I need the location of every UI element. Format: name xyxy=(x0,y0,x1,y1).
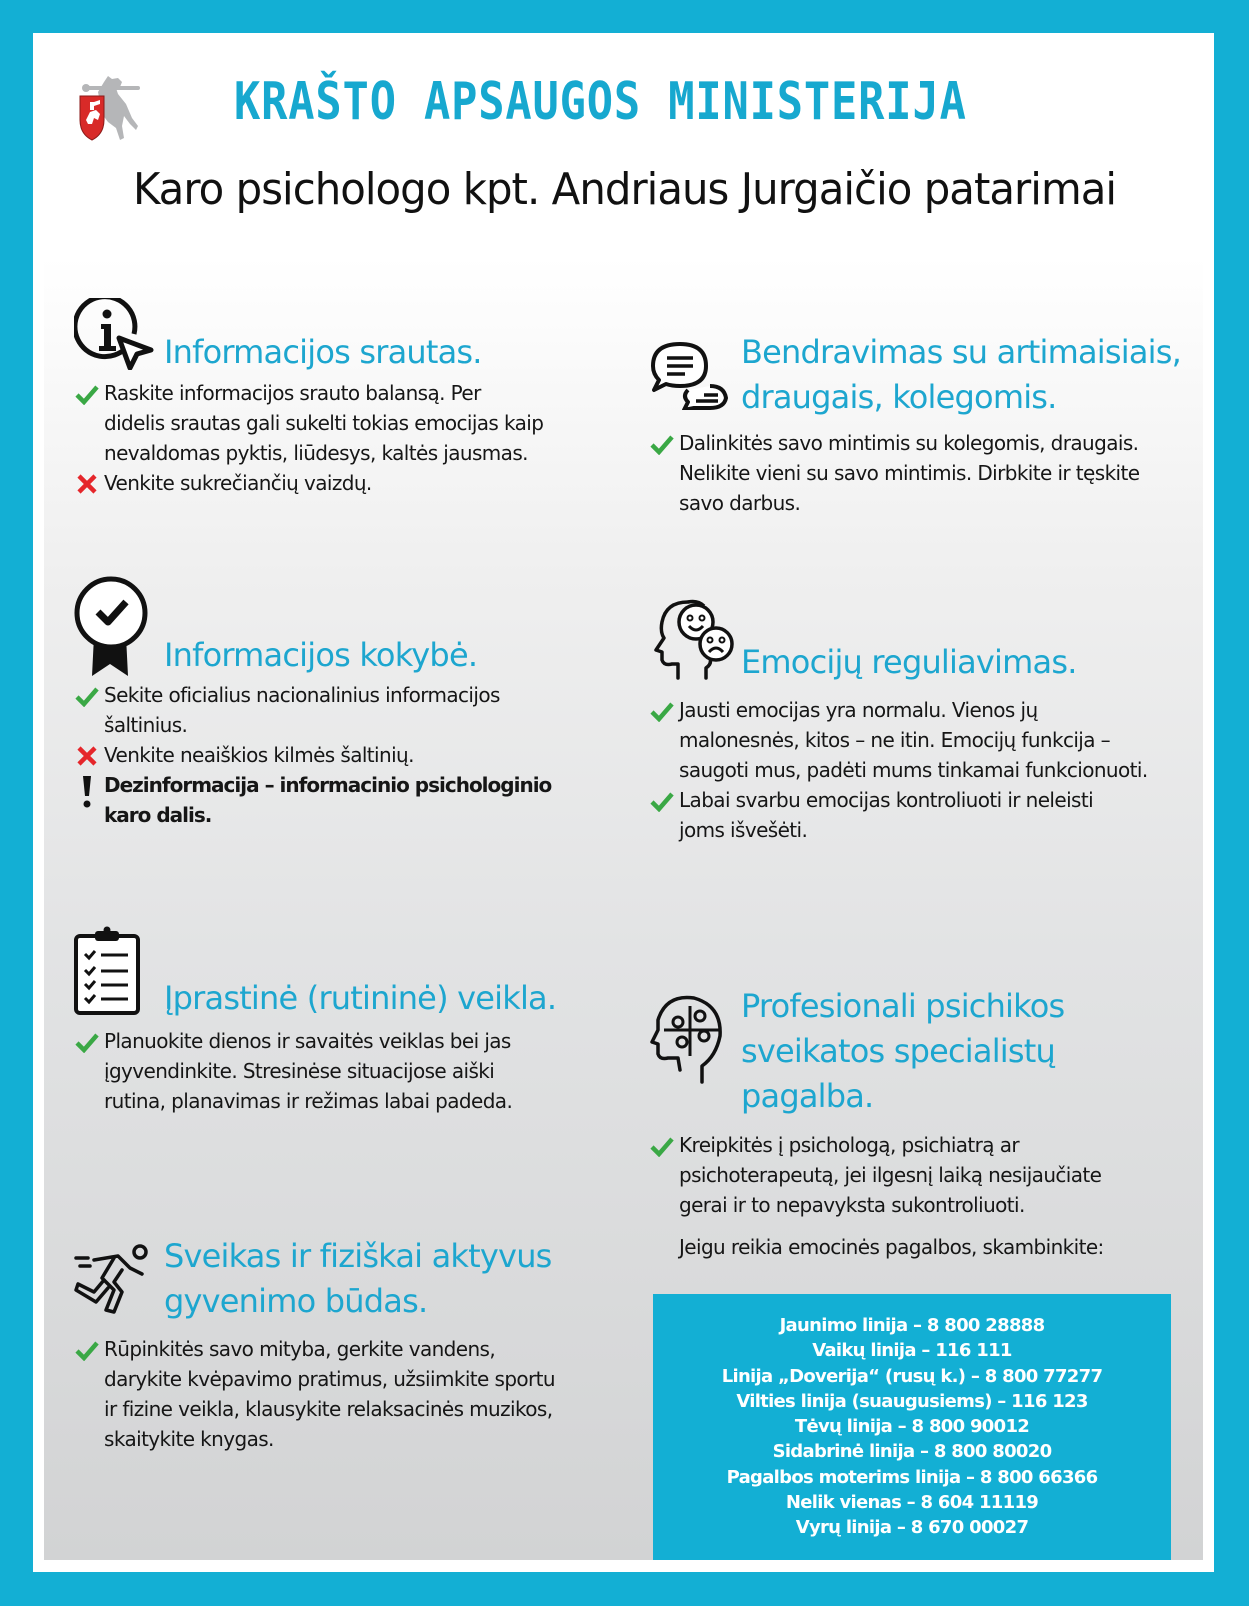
check-icon xyxy=(75,685,99,707)
ministry-emblem-logo xyxy=(78,74,148,142)
page-subtitle: Karo psichologo kpt. Andriaus Jurgaičio patarimai xyxy=(132,164,1117,215)
section-title: Įprastinė (rutininė) veikla. xyxy=(164,979,557,1017)
check-icon xyxy=(75,383,99,405)
hotline-item: Vyrų linija – 8 670 00027 xyxy=(795,1517,1029,1539)
check-icon xyxy=(75,1339,99,1361)
section-title: Sveikas ir fiziškai aktyvus gyvenimo būdas. xyxy=(164,1237,552,1320)
call-prompt: Jeigu reikia emocinės pagalbos, skambinkite: xyxy=(679,1235,1104,1259)
info-cursor-icon xyxy=(74,298,154,370)
list-item: Rūpinkitės savo mityba, gerkite vandens, darykite kvėpavimo pratimus, užsiimkite sportu ir fizine veikla, klausykite relaksacinės muzikos, skaitykite knygas. xyxy=(75,1334,615,1454)
exclamation-icon xyxy=(75,774,99,810)
hotline-list xyxy=(653,1313,1171,1541)
hotline-item: Pagalbos moterims linija – 8 800 66366 xyxy=(726,1466,1098,1488)
cross-icon xyxy=(75,473,99,495)
check-icon xyxy=(75,1031,99,1053)
hotline-item: Jaunimo linija – 8 800 28888 xyxy=(779,1315,1045,1336)
list-item: Labai svarbu emocijas kontroliuoti ir neleisti joms išvešėti. xyxy=(650,785,1190,845)
list-item: Kreipkitės į psichologą, psichiatrą ar psichoterapeutą, jei ilgesnį laiką nesijaučiate gerai ir to nepavyksta sukontroliuoti. xyxy=(650,1130,1190,1220)
list-item: Jausti emocijas yra normalu. Vienos jų malonesnės, kitos – ne itin. Emocijų funkcija – saugoti mus, padėti mums tinkamai funkcionuoti. xyxy=(650,695,1190,785)
clipboard-checklist-icon xyxy=(73,926,141,1016)
chat-bubbles-icon xyxy=(650,340,732,410)
list-item: Planuokite dienos ir savaitės veiklas bei jas įgyvendinkite. Stresinėse situacijose aiški rutina, planavimas ir režimas labai padeda. xyxy=(75,1026,615,1116)
ministry-name: KRAŠTO APSAUGOS MINISTERIJA xyxy=(234,72,967,132)
check-icon xyxy=(650,700,674,722)
section-title: Informacijos srautas. xyxy=(164,333,482,371)
list-item: Venkite neaiškios kilmės šaltinių. xyxy=(75,740,615,770)
hotline-item: Sidabrinė linija – 8 800 80020 xyxy=(772,1441,1052,1463)
head-puzzle-icon xyxy=(650,992,726,1084)
hotline-box xyxy=(653,1294,1171,1560)
check-icon xyxy=(650,433,674,455)
hotline-item: Tėvų linija – 8 800 90012 xyxy=(794,1416,1030,1438)
section-title: Informacijos kokybė. xyxy=(164,636,478,674)
list-item: Dalinkitės savo mintimis su kolegomis, draugais. Nelikite vieni su savo mintimis. Dirbkite ir tęskite savo darbus. xyxy=(650,428,1190,518)
section-title: Profesionali psichikos sveikatos specialistų pagalba. xyxy=(741,987,1065,1115)
hotline-item: Linija „Doverija“ (rusų k.) – 8 800 77277 xyxy=(721,1365,1103,1387)
hotline-item: Vilties linija (suaugusiems) – 116 123 xyxy=(736,1390,1088,1412)
head-emotions-icon xyxy=(652,598,738,680)
list-item: Raskite informacijos srauto balansą. Per didelis srautas gali sukelti tokias emocijas kaip nevaldomas pyktis, liūdesys, kaltės jausmas. xyxy=(75,378,615,468)
check-icon xyxy=(650,790,674,812)
section-title: Emocijų reguliavimas. xyxy=(741,643,1077,681)
hotline-item: Nelik vienas – 8 604 11119 xyxy=(785,1492,1039,1514)
cross-icon xyxy=(75,745,99,767)
section-title: Bendravimas su artimaisiais, draugais, kolegomis. xyxy=(741,333,1181,416)
list-item: Sekite oficialius nacionalinius informacijos šaltinius. xyxy=(75,680,615,740)
check-icon xyxy=(650,1135,674,1157)
award-badge-icon xyxy=(74,576,150,678)
hotline-item: Vaikų linija – 116 111 xyxy=(812,1340,1012,1362)
running-person-icon xyxy=(74,1244,152,1316)
list-item-warning: Dezinformacija – informacinio psichologinio karo dalis. xyxy=(75,770,615,830)
list-item: Venkite sukrečiančių vaizdų. xyxy=(75,468,615,498)
